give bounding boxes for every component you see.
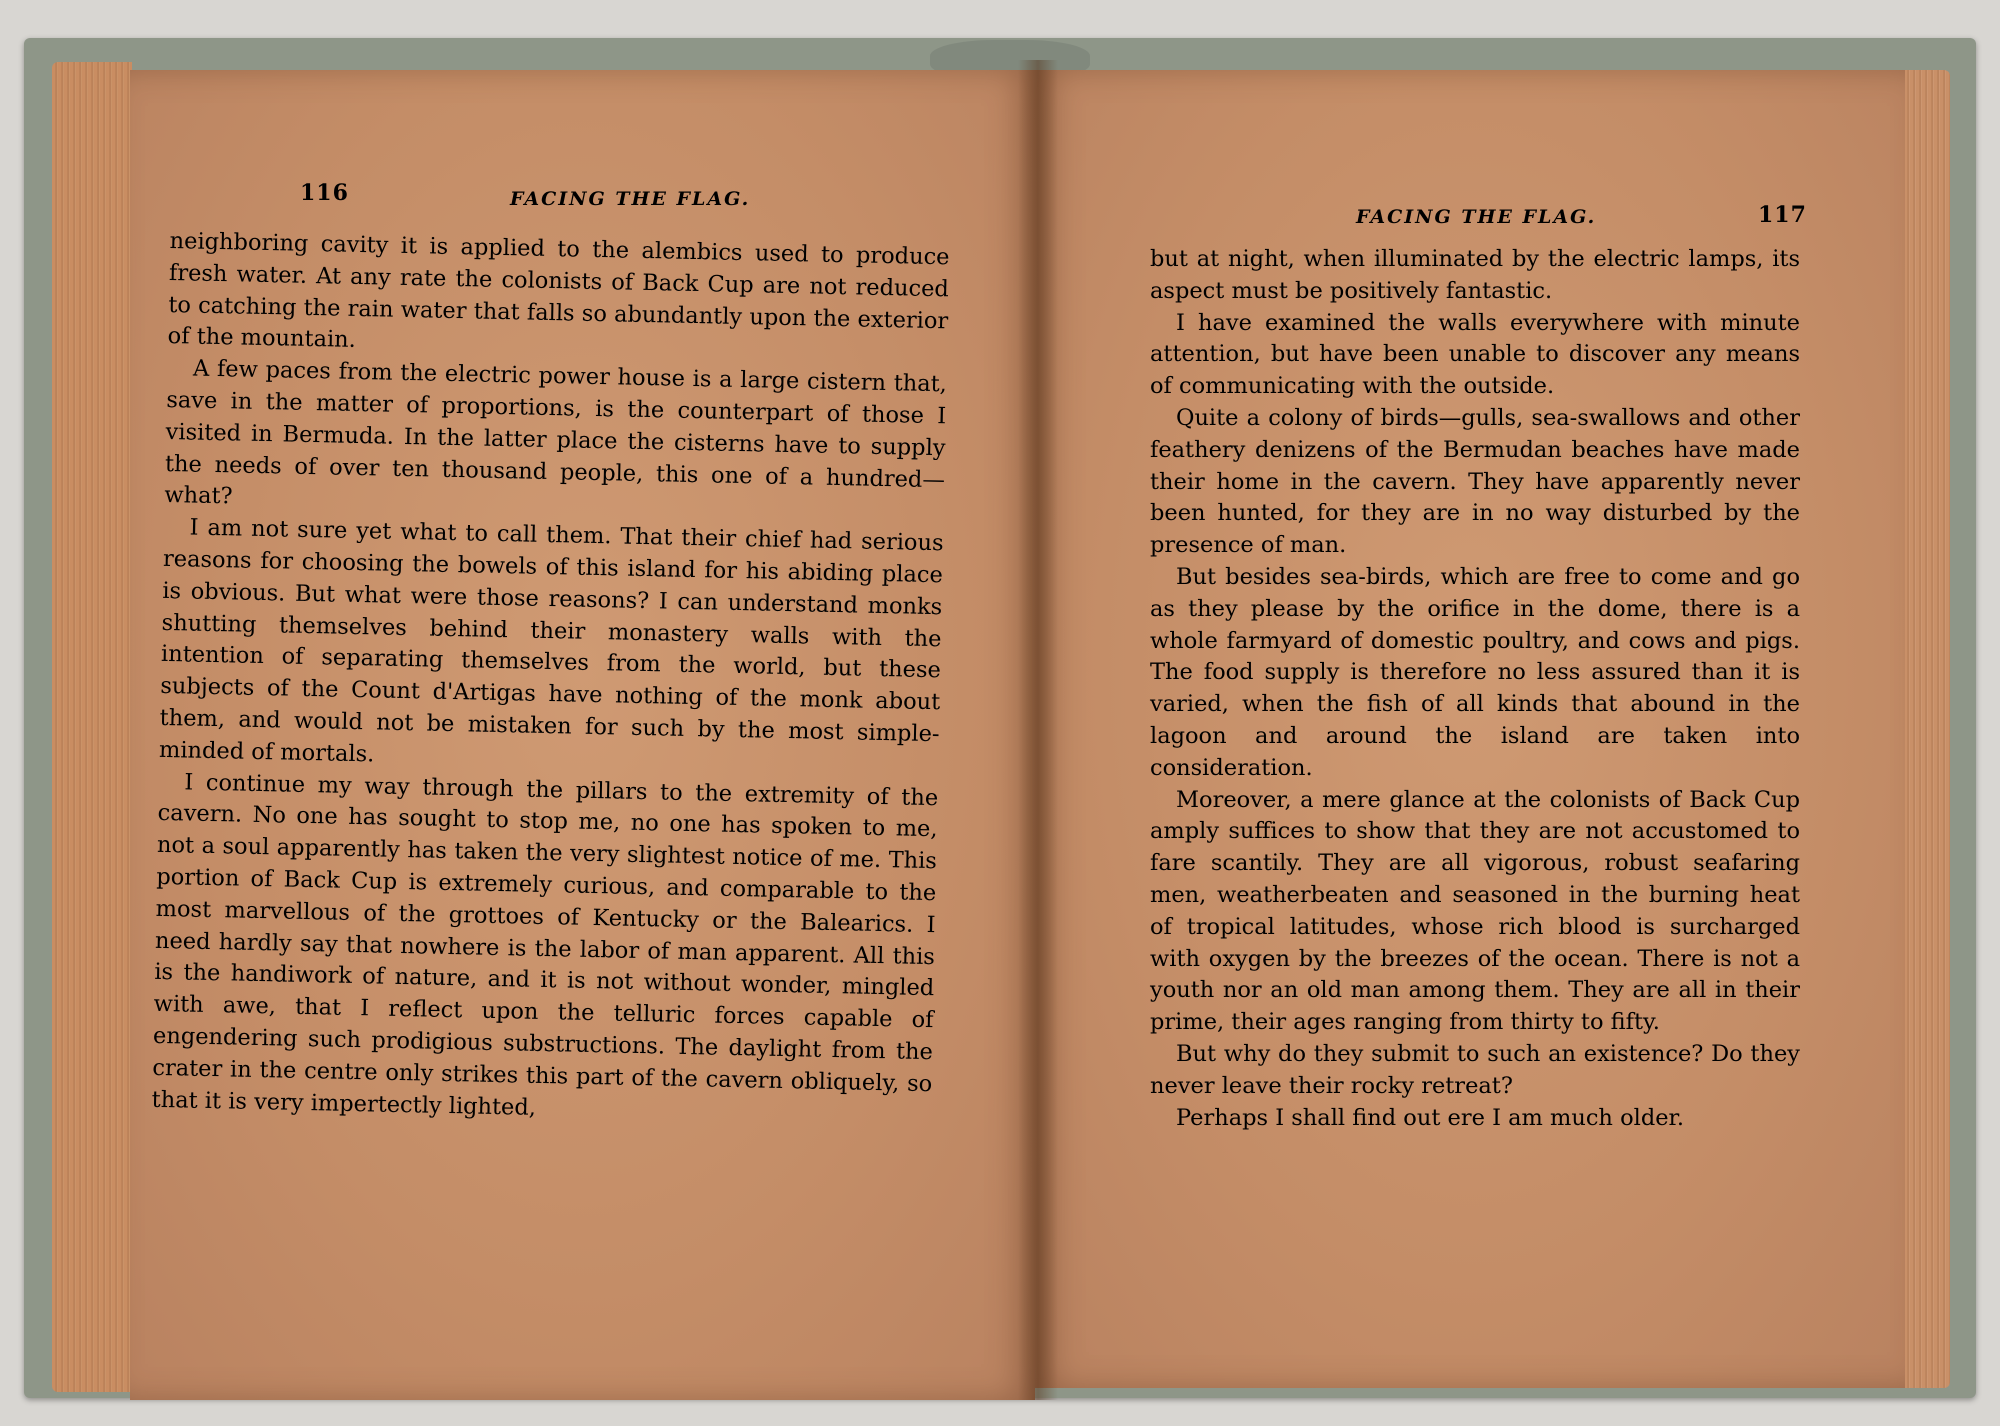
left-paragraph-1: neighboring cavity it is applied to the alembics used to produce fresh water. At any rate the colonists of Back Cup are not reduced to catching the rain water that falls so abundantly upon the exterior of the mountain. xyxy=(167,227,950,354)
left-page-header xyxy=(300,180,349,206)
left-paragraph-4: I continue my way through the pillars to the extremity of the cavern. No one has sought to stop me, no one has spoken to me, not a soul apparently has taken the very slightest notice of me. This portion of Back Cup is extremely curious, and comparable to the most marvellous of the grottoes of Kentucky or the Balearics. I need hardly say that nowhere is the labor of man apparent. All this is the handiwork of nature, and it is not without wonder, mingled with awe, that I reflect upon the telluric forces capable of engendering such prodigious substructions. The daylight from the crater in the centre only strikes this part of the cavern obliquely, so that it is very impertectly lighted, xyxy=(151,768,939,1121)
right-page-text xyxy=(1150,244,1800,1134)
book-gutter xyxy=(1018,60,1058,1400)
right-paragraph-7: Perhaps I shall find out ere I am much older. xyxy=(1176,1104,1684,1131)
left-paragraph-3: I am not sure yet what to call them. That their chief had serious reasons for choosing the bowels of this island for his abiding place is obvious. But what were those reasons? I can understand monks shutting themselves behind their monastery walls with the intention of separating themselves from the world, but these subjects of the Count d'Artigas have nothing of the monk about them, and would not be mistaken for such by the most simple-minded of mortals. xyxy=(158,514,944,768)
left-paragraph-2: A few paces from the electric power house is a large cistern that, save in the matter of proportions, is the counterpart of those I visited in Bermuda. In the latter place the cisterns have to supply the needs of over ten thousand people, this one of a hundred— what? xyxy=(164,355,948,510)
right-paragraph-3: Quite a colony of birds—gulls, sea-swallows and other feathery denizens of the Bermudan beaches have made their home in the cavern. They have apparently never been hunted, for they are in no way disturbed by the presence of man. xyxy=(1150,404,1800,559)
left-page-number: 116 xyxy=(300,180,349,206)
right-paragraph-1: but at night, when illuminated by the electric lamps, its aspect must be positively fantastic. xyxy=(1150,246,1800,304)
right-paragraph-4: But besides sea-birds, which are free to come and go as they please by the orifice in the dome, there is a whole farmyard of domestic poultry, and cows and pigs. The food supply is therefore no less assured than it is varied, when the fish of all kinds that abound in the lagoon and around the island are taken into consideration. xyxy=(1150,563,1800,781)
left-running-title-wrap xyxy=(510,186,750,210)
right-paragraph-5: Moreover, a mere glance at the colonists of Back Cup amply suffices to show that they are not accustomed to fare scantily. They are all vigorous, robust seafaring men, weatherbeaten and seasoned in the burning heat of tropical latitudes, whose rich blood is surcharged with oxygen by the breezes of the ocean. There is not a youth nor an old man among them. They are all in their prime, their ages ranging from thirty to fifty. xyxy=(1150,786,1800,1036)
right-page-header xyxy=(1758,202,1807,228)
right-page-number: 117 xyxy=(1758,202,1807,228)
left-page-edges xyxy=(52,62,132,1392)
left-page-text xyxy=(151,226,949,1132)
right-paragraph-2: I have examined the walls everywhere with minute attention, but have been unable to discover any means of communicating with the outside. xyxy=(1150,309,1800,400)
right-paragraph-6: But why do they submit to such an existence? Do they never leave their rocky retreat? xyxy=(1150,1040,1800,1099)
left-running-title: FACING THE FLAG. xyxy=(510,188,751,210)
right-running-title: FACING THE FLAG. xyxy=(1356,206,1597,228)
right-running-title-wrap xyxy=(1356,204,1596,228)
